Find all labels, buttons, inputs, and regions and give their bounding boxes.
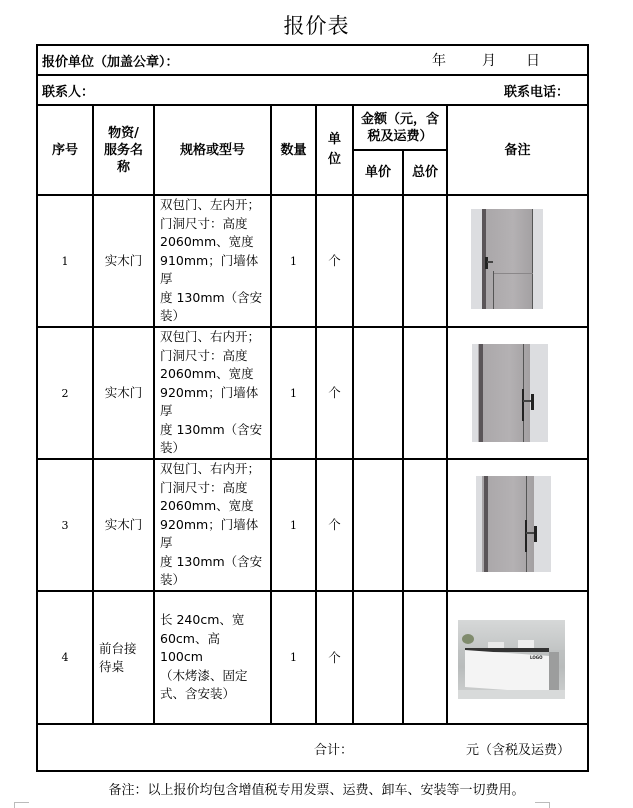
page-crop-mark-right bbox=[535, 802, 550, 808]
row-unit: 个 bbox=[328, 649, 341, 665]
column-header-total-price-text: 总价 bbox=[411, 165, 438, 180]
row-item-name-line: 前台接 bbox=[99, 640, 137, 656]
row-spec-line: 920mm；门墙体厚 bbox=[160, 516, 259, 551]
row-seq: 2 bbox=[61, 386, 69, 400]
row-unit: 个 bbox=[328, 253, 341, 268]
row-item-name: 实木门 bbox=[104, 253, 143, 268]
row-spec-line: 910mm；门墙体厚 bbox=[160, 252, 259, 287]
column-header-item bbox=[94, 106, 153, 194]
date-year-label: 年 bbox=[432, 53, 446, 69]
row-total-price[interactable] bbox=[404, 592, 446, 723]
row-item-name: 实木门 bbox=[104, 517, 143, 532]
row-spec-line: 双包门、右内开； bbox=[160, 461, 261, 477]
table-rule bbox=[36, 74, 589, 76]
row-qty: 1 bbox=[290, 651, 297, 664]
column-header-amount-line: 税及运费） bbox=[367, 128, 433, 144]
column-header-qty bbox=[272, 106, 315, 194]
row-spec-line: 装） bbox=[160, 572, 186, 588]
table-border-bottom bbox=[36, 770, 589, 772]
row-spec bbox=[155, 592, 270, 723]
table-border-right bbox=[587, 44, 589, 772]
row-spec-line: 度 130mm（含安 bbox=[160, 553, 263, 569]
column-header-seq bbox=[38, 106, 92, 194]
row-total-price[interactable] bbox=[404, 460, 446, 590]
row-spec-line: 60cm、高 100cm bbox=[160, 630, 220, 665]
row-spec bbox=[155, 460, 270, 590]
column-header-remark bbox=[448, 106, 587, 194]
door-left-opening-image bbox=[471, 209, 543, 309]
row-item-name bbox=[94, 592, 153, 723]
row-unit-price[interactable] bbox=[354, 196, 402, 326]
row-spec-line: 度 130mm（含安 bbox=[160, 421, 263, 437]
door-right-opening-image bbox=[476, 476, 551, 572]
row-item-name: 实木门 bbox=[104, 385, 143, 400]
row-total-price[interactable] bbox=[404, 328, 446, 458]
row-seq: 3 bbox=[61, 518, 69, 532]
column-header-spec-text: 规格或型号 bbox=[179, 142, 245, 158]
column-header-seq-text: 序号 bbox=[51, 142, 78, 158]
row-unit: 个 bbox=[328, 385, 341, 400]
row-total-price[interactable] bbox=[404, 196, 446, 326]
column-header-unit-line: 单 bbox=[327, 132, 341, 147]
column-header-amount-line: 金额（元，含 bbox=[360, 111, 439, 127]
row-spec-line: 双包门、左内开； bbox=[160, 197, 261, 213]
column-header-spec bbox=[155, 106, 270, 194]
row-item-name-line: 待桌 bbox=[99, 658, 125, 674]
row-spec-line: 门洞尺寸：高度 bbox=[160, 215, 248, 231]
row-spec-line: 2060mm、宽度 bbox=[160, 498, 254, 514]
total-suffix: 元（含税及运费） bbox=[466, 743, 571, 758]
column-header-item-line: 物资/ bbox=[108, 125, 139, 141]
row-spec-line: 式、含安装） bbox=[160, 686, 236, 702]
table-border-top bbox=[36, 44, 589, 46]
column-header-qty-text: 数量 bbox=[280, 142, 307, 158]
table-rule bbox=[36, 723, 589, 725]
column-header-item-line: 称 bbox=[116, 159, 130, 175]
row-qty: 1 bbox=[290, 518, 297, 532]
row-spec bbox=[155, 328, 270, 458]
column-header-unit-price-text: 单价 bbox=[364, 165, 391, 180]
row-unit-price[interactable] bbox=[354, 592, 402, 723]
column-header-unit-price bbox=[354, 151, 402, 194]
page-title: 报价表 bbox=[283, 14, 350, 38]
page-crop-mark-left bbox=[14, 802, 29, 808]
row-seq: 1 bbox=[61, 254, 69, 268]
reception-desk-image bbox=[458, 620, 565, 699]
row-spec-line: 门洞尺寸：高度 bbox=[160, 479, 248, 495]
row-spec-line: 装） bbox=[160, 440, 186, 456]
column-header-item-line: 服务名 bbox=[103, 142, 143, 158]
total-label: 合计： bbox=[314, 743, 354, 758]
quoting-unit-label: 报价单位（加盖公章）： bbox=[42, 55, 179, 70]
column-header-total-price bbox=[404, 151, 446, 194]
row-spec-line: （木烤漆、固定 bbox=[160, 667, 248, 683]
contact-person-label: 联系人： bbox=[42, 85, 95, 100]
contact-phone-label: 联系电话： bbox=[504, 85, 570, 100]
row-unit-price[interactable] bbox=[354, 328, 402, 458]
row-spec bbox=[155, 196, 270, 326]
row-spec-line: 长 240cm、宽 bbox=[160, 612, 245, 628]
row-qty: 1 bbox=[290, 386, 297, 400]
column-rule bbox=[446, 104, 448, 724]
column-header-unit-line: 位 bbox=[327, 152, 341, 167]
desk-logo-text: LOGO bbox=[530, 655, 543, 660]
column-header-remark-text: 备注 bbox=[504, 142, 531, 158]
footer-note: 备注：以上报价均包含增值税专用发票、运费、卸车、安装等一切费用。 bbox=[108, 783, 525, 798]
column-header-amount-group bbox=[354, 106, 446, 149]
date-month-label: 月 bbox=[482, 53, 496, 69]
row-unit-price[interactable] bbox=[354, 460, 402, 590]
row-unit: 个 bbox=[328, 517, 341, 532]
row-spec-line: 2060mm、宽度 bbox=[160, 234, 254, 250]
column-header-unit bbox=[317, 106, 352, 194]
total-amount-field[interactable] bbox=[360, 736, 460, 758]
row-spec-line: 2060mm、宽度 bbox=[160, 366, 254, 382]
row-spec-line: 门洞尺寸：高度 bbox=[160, 347, 248, 363]
row-spec-line: 度 130mm（含安 bbox=[160, 289, 263, 305]
row-seq: 4 bbox=[61, 651, 69, 664]
row-spec-line: 装） bbox=[160, 308, 186, 324]
door-right-opening-image bbox=[472, 344, 548, 442]
row-qty: 1 bbox=[290, 254, 297, 268]
row-spec-line: 双包门、右内开； bbox=[160, 329, 261, 345]
date-day-label: 日 bbox=[526, 53, 540, 69]
row-spec-line: 920mm；门墙体厚 bbox=[160, 384, 259, 419]
